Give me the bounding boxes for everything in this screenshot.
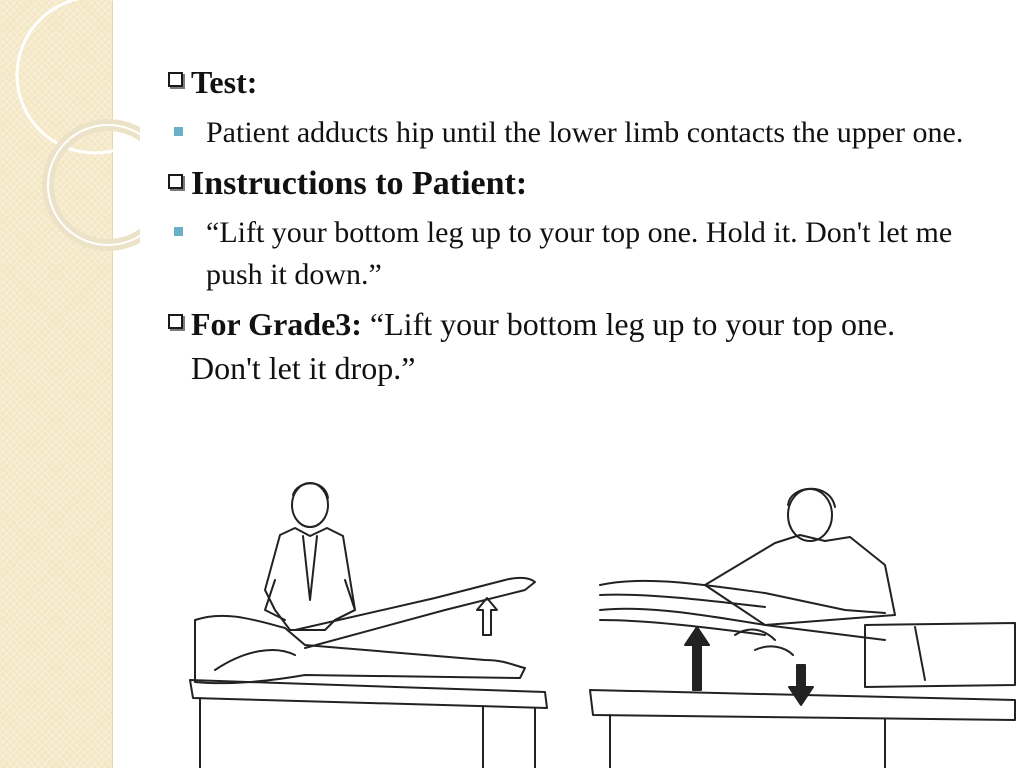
test-heading-row <box>168 60 988 104</box>
illustration-examiner-resist-test <box>585 475 1020 768</box>
grade3-text: “Lift your bottom leg up to your top one. Don't let it drop.” <box>191 306 896 386</box>
examiner-torso <box>265 528 355 630</box>
arrow-up-icon <box>685 627 709 690</box>
square-bullet-icon <box>174 127 183 136</box>
examiner-hair <box>788 489 835 507</box>
square-bullet-icon <box>174 227 183 236</box>
test-text: Patient adducts hip until the lower limb contacts the upper one. <box>206 116 964 149</box>
patient-raised-leg <box>295 578 535 648</box>
arrow-up-icon <box>477 598 497 635</box>
grade3-paragraph <box>191 302 971 390</box>
patient-arm <box>215 650 295 670</box>
examiner-hand <box>755 646 793 655</box>
instructions-heading-row <box>168 162 988 206</box>
test-bullet <box>168 112 988 154</box>
checkbox-square-icon <box>168 174 183 189</box>
examiner-hand <box>735 630 775 640</box>
grade3-label: For Grade3: <box>191 306 362 342</box>
instructions-heading: Instructions to Patient: <box>191 165 528 202</box>
illustration-examiner-lift-test <box>185 470 565 768</box>
patient-top-leg-lower <box>600 595 765 607</box>
decorative-circles <box>0 0 140 260</box>
examiner-head <box>788 489 832 541</box>
clothing-edge <box>915 627 925 680</box>
patient-bottom-leg <box>600 609 885 640</box>
instructions-text: “Lift your bottom leg up to your top one. Hold it. Don't let me push it down.” <box>206 216 953 291</box>
examiner-head <box>292 483 328 527</box>
checkbox-square-icon <box>168 314 183 329</box>
grade3-row <box>168 302 988 390</box>
test-heading: Test: <box>191 64 258 100</box>
arrow-down-icon <box>789 665 813 705</box>
patient-torso <box>865 623 1015 687</box>
instructions-bullet <box>168 212 988 296</box>
checkbox-square-icon <box>168 72 183 87</box>
examiner-tie <box>303 536 317 600</box>
slide-content <box>168 58 988 390</box>
examiner-arm <box>265 580 285 620</box>
deco-circle-ring <box>48 125 140 245</box>
table-top <box>190 680 547 708</box>
patient-body <box>195 616 525 683</box>
